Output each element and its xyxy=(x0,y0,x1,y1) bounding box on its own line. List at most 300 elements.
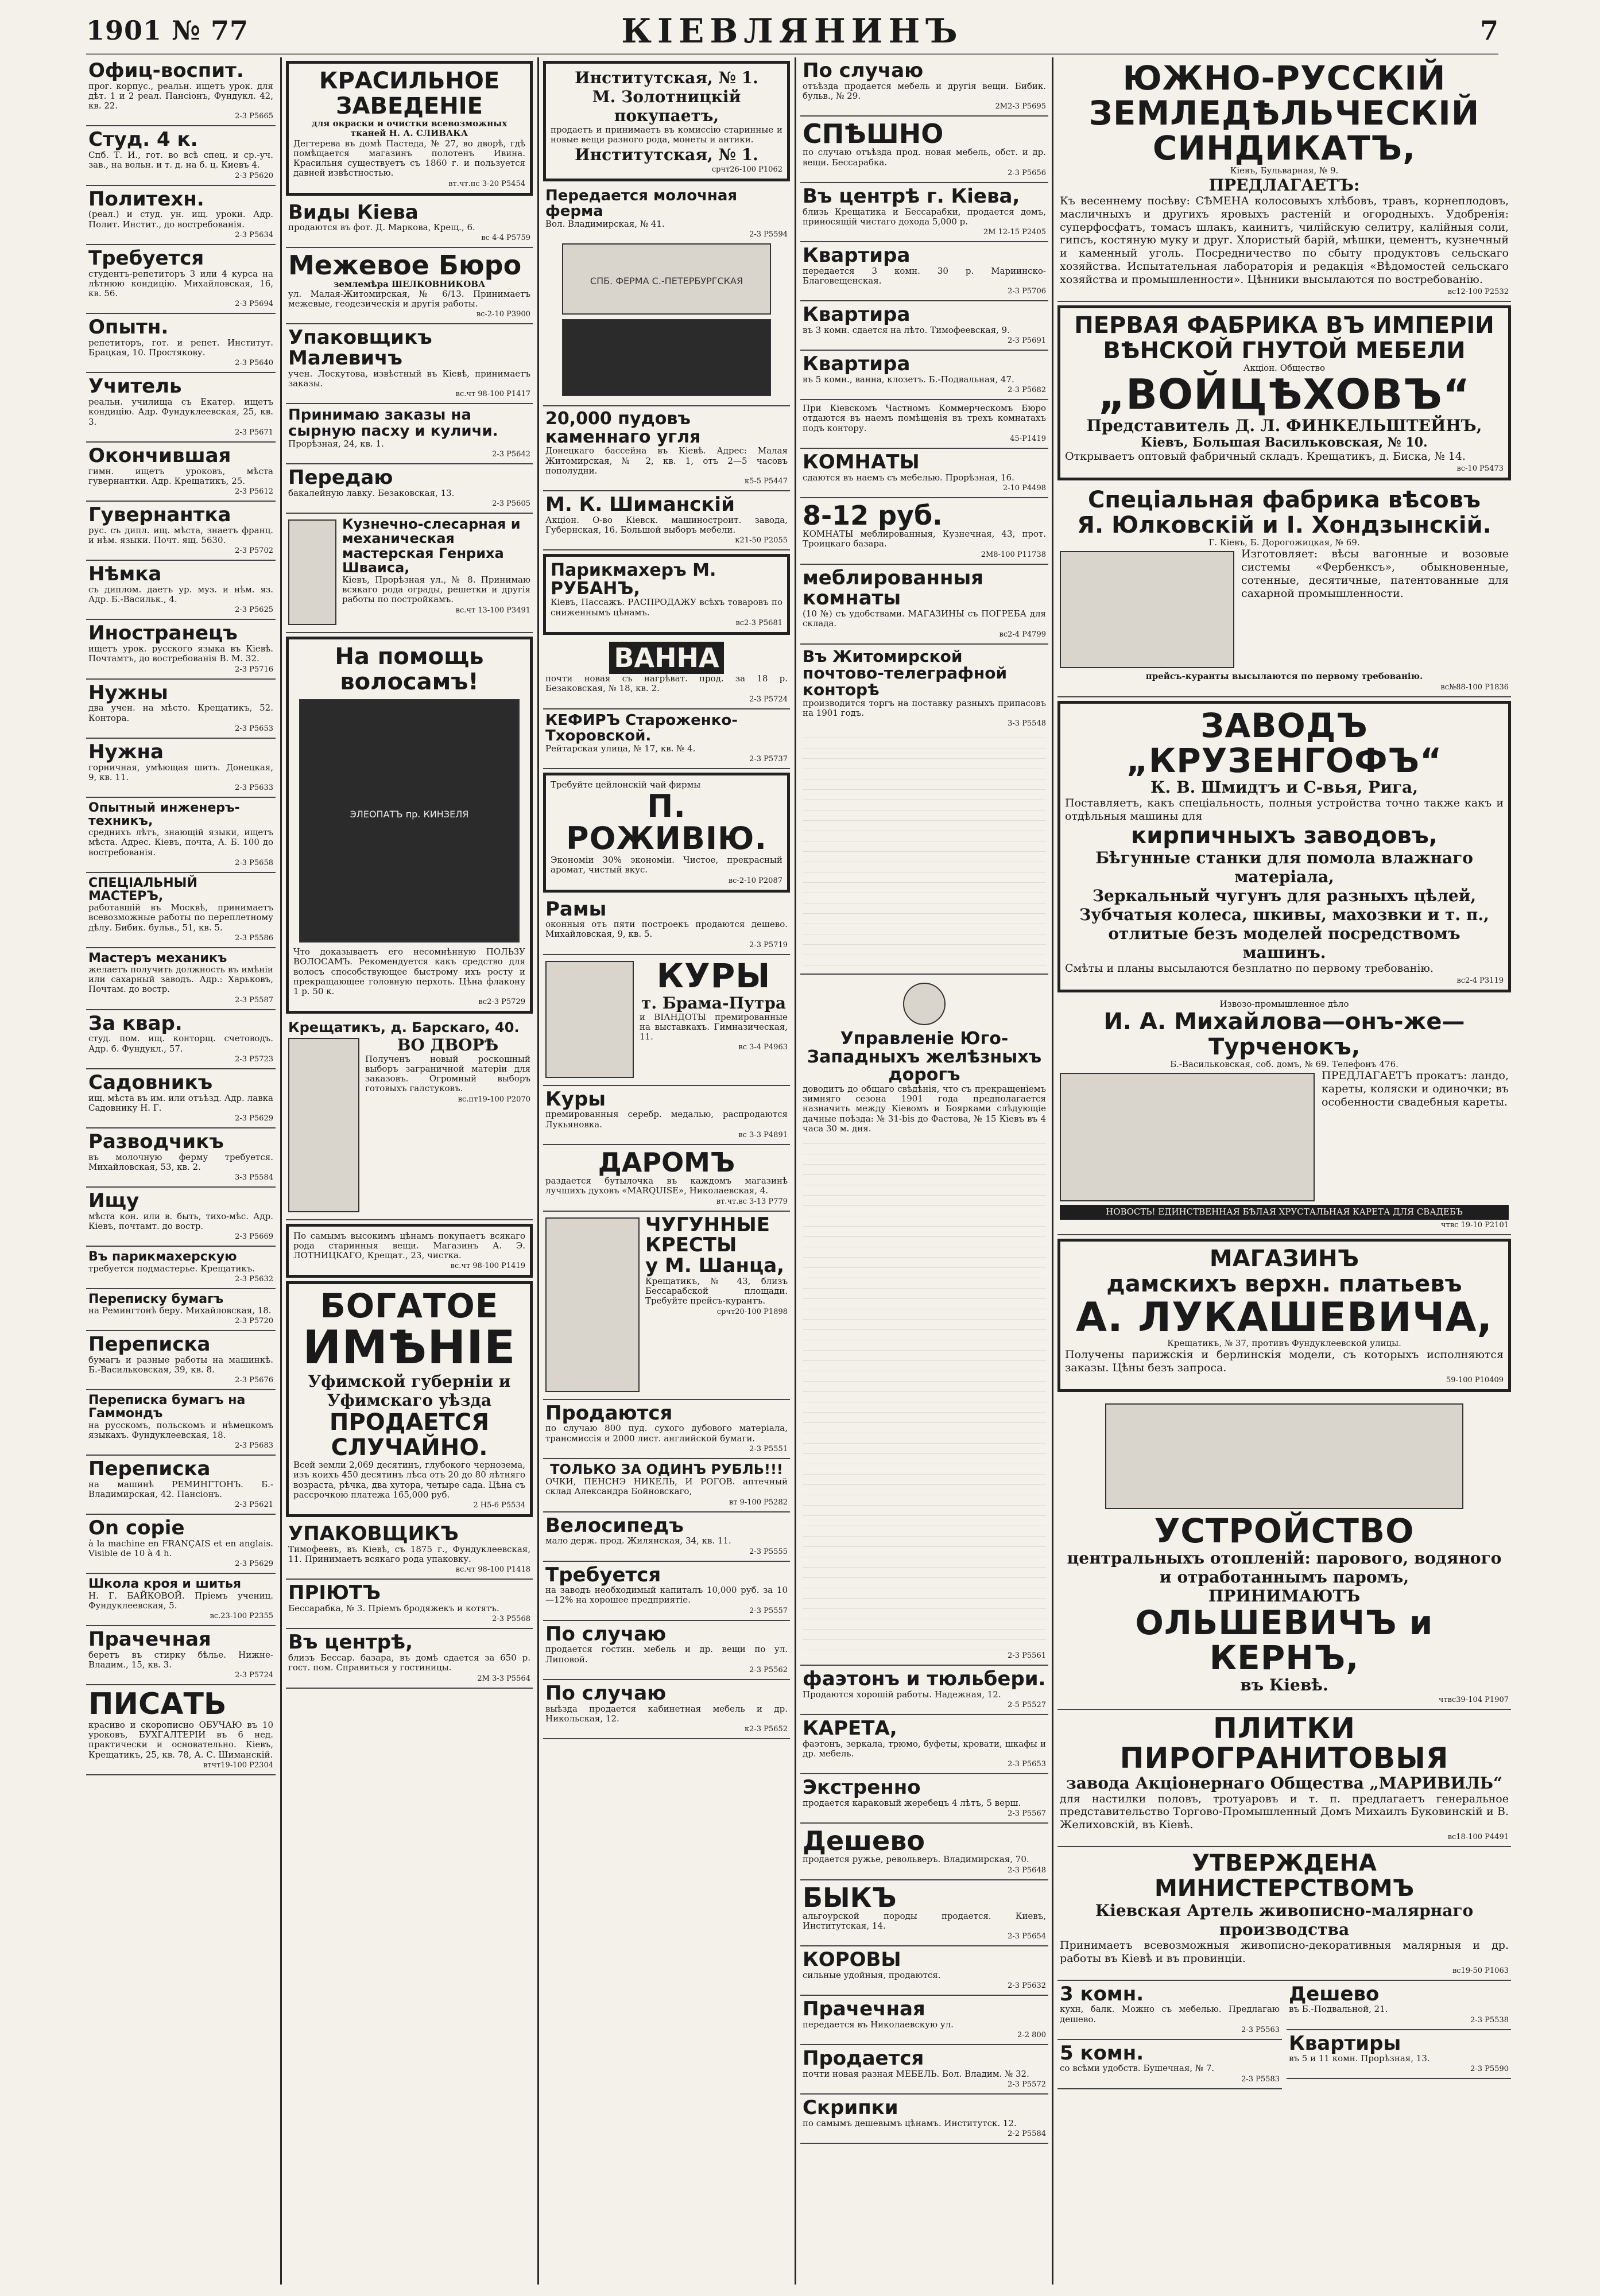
classified-ad xyxy=(86,680,276,739)
ad-text: среднихъ лѣтъ, знающій языки, ищетъ мѣста. Адрес. Кіевъ, почта, А. Б. 100 до востребованія. xyxy=(88,827,273,858)
ad-headline: Продаются xyxy=(545,1401,673,1425)
ad-text: репетиторъ, гот. и репет. Институт. Брацкая, 10. Простякову. xyxy=(88,337,273,358)
classified-ad xyxy=(86,443,276,502)
ad-cheap xyxy=(800,1824,1048,1880)
ad-text: передается 3 комн. 30 р. Мариинско-Благовещенская. xyxy=(803,265,1046,286)
ad-moving xyxy=(800,57,1048,117)
ad-code: 2-2 800 xyxy=(1017,2031,1046,2040)
ad-code: 2-3 P5567 xyxy=(1008,1809,1046,1818)
classified-ad xyxy=(86,1188,276,1247)
ad-text: беретъ въ стирку бѣлье. Нижне-Владим., 15, кв. 3. xyxy=(88,1649,273,1670)
ad-headline: ЮЖНО-РУССКІЙ xyxy=(1122,59,1446,98)
ad-headline: Рамы xyxy=(545,897,607,921)
ad-lukashevich xyxy=(1057,1239,1511,1392)
ad-footer: Смѣты и планы высылаются безплатно по первому требованію. xyxy=(1065,962,1434,975)
small-ads-left xyxy=(1057,1981,1282,2089)
ad-shelter xyxy=(286,1580,533,1629)
ad-address: Кіевъ, Бульварная, № 9. xyxy=(1230,165,1339,176)
ad-code: 2М 12-15 P2405 xyxy=(983,228,1046,237)
small-ads-right xyxy=(1287,1981,1511,2089)
ad-text: передается въ Николаевскую ул. xyxy=(803,2019,954,2030)
ad-code: вс 4-4 P5759 xyxy=(481,234,530,243)
ad-headline: ВАННА xyxy=(609,642,723,674)
ad-headline: Институтская, № 1. xyxy=(575,68,758,87)
ad-text: бакалейную лавку. Безаковская, 13. xyxy=(288,487,455,498)
ad-text: учен. Лоскутова, извѣстный въ Кіевѣ, принимаетъ заказы. xyxy=(288,368,530,389)
ad-code: вс-10 P5473 xyxy=(1456,464,1504,474)
tower-illustration xyxy=(288,519,336,625)
ad-code: 2-3 P5676 xyxy=(235,1376,273,1385)
ad-code: вт.чт.пс 3-20 P5454 xyxy=(448,179,525,188)
ad-headline: Требуется xyxy=(545,1563,661,1587)
ad-headline: ПЛИТКИ ПИРОГРАНИТОВЫЯ xyxy=(1119,1711,1449,1775)
ad-text: почти новая разная МЕБЕЛЬ. Бол. Владим. № 32. xyxy=(803,2068,1029,2079)
column-3 xyxy=(543,57,790,2285)
ad-iron-crosses xyxy=(543,1212,790,1400)
ad-text: Крещатикъ, № 43, близъ Бессарабской площади. Требуйте прейсъ-курантъ. xyxy=(645,1275,788,1306)
product-list-item: Бѣгунные станки для помола влажнаго матеріала, xyxy=(1095,848,1473,887)
ad-code: 2-3 P5632 xyxy=(235,1274,273,1283)
ad-code: 2 Н5-6 P5534 xyxy=(473,1501,525,1510)
classified-ad xyxy=(86,1331,276,1390)
classified-ad xyxy=(86,1390,276,1456)
ad-text: Кіевъ, Пассажъ. РАСПРОДАЖУ всѣхъ товаровъ по сниженнымъ цѣнамъ. xyxy=(551,597,782,618)
ad-headline: Политехн. xyxy=(88,187,204,211)
ad-headline: ПИСАТЬ xyxy=(88,1687,227,1722)
ad-code: чтвс39-104 P1907 xyxy=(1438,1695,1509,1704)
ad-subheadline: центральныхъ отопленій: парового, водяного и отработаннымъ паромъ, xyxy=(1067,1548,1502,1587)
column-4 xyxy=(800,57,1048,2285)
ad-headline: БЫКЪ xyxy=(803,1882,897,1913)
ad-dye-works xyxy=(286,61,533,196)
ad-bicycle xyxy=(543,1512,790,1562)
ad-text: въ Б.-Подвальной, 21. xyxy=(1289,2004,1388,2015)
ad-headline: Прачечная xyxy=(88,1628,211,1651)
ad-headline: Переписку бумагъ xyxy=(88,1292,224,1306)
ad-text: Къ весеннему посѣву: СѢМЕНА колосовыхъ хлѣбовъ, травъ, корнеплодовъ, масличныхъ и другихъ яровыхъ растеній и огородныхъ. Удобренія: суперфосфатъ, томасъ шлакъ, каинитъ, чилійскую селитру, калійныя соли, гипсъ, костяную муку и друг. Хлористый барій, мѣшки, цементъ, кузнечный и каменный уголь. Посредничество по сбыту продуктовъ сельскаго хозяйства. Испытательная лабораторія и редакція «Вѣдомостей сельскаго хозяйства и промышленности». Цѣнники высылаются по востребованію. xyxy=(1060,194,1509,286)
ad-text: гимн. ищетъ уроковъ, мѣста гувернантки. Адр. Крещатикъ, 25. xyxy=(88,466,273,486)
ad-text: бумагъ и разные работы на машинкѣ. Б.-Васильковская, 39, кв. 8. xyxy=(88,1354,273,1375)
ad-headline: По случаю xyxy=(803,59,924,82)
ad-code: 2-3 P5737 xyxy=(749,755,788,764)
classified-ad xyxy=(86,126,276,185)
ad-headline: За квар. xyxy=(88,1011,183,1035)
ad-city: въ Кіевѣ. xyxy=(1240,1675,1328,1694)
classified-ad xyxy=(86,186,276,245)
classified-ad xyxy=(86,873,276,948)
ad-barber xyxy=(543,554,790,635)
ad-code: вс 3-3 P4891 xyxy=(738,1130,788,1139)
ad-cows xyxy=(800,1946,1048,1996)
ad-headline: УСТРОЙСТВО xyxy=(1154,1511,1415,1550)
ad-tiles xyxy=(1057,1710,1511,1847)
ad-text: реальн. училища съ Екатер. ищетъ кондицію. Адр. Фундуклеевская, 25, кв. 3. xyxy=(88,397,273,427)
ad-subheadline: завода Акціонернаго Общества „МАРИВИЛЬ“ xyxy=(1066,1773,1503,1793)
ad-text: альгоурской породы продается. Киевъ, Институтская, 14. xyxy=(803,1910,1046,1932)
ad-footer: Институтская, № 1. xyxy=(575,145,758,164)
ad-headline: Въ центрѣ, xyxy=(288,1631,413,1654)
ad-sale xyxy=(543,1400,790,1459)
ad-coal xyxy=(543,406,790,491)
ad-headline: Скрипки xyxy=(803,2096,898,2120)
ad-headline: Въ центрѣ г. Кіева, xyxy=(803,184,1020,208)
ad-text: на русскомъ, польскомъ и нѣмецкомъ языкахъ. Фундуклеевская, 18. xyxy=(88,1420,273,1440)
ad-code: 2-3 P5563 xyxy=(1241,2025,1280,2034)
ad-code: 3-3 P5584 xyxy=(235,1173,273,1182)
ad-text: рус. съ дипл. ищ. мѣста, знаетъ франц. и нѣм. языки. Почт. ящ. 5630. xyxy=(88,525,273,545)
ad-headline: Переписка бумагъ на Гаммондъ xyxy=(88,1393,246,1421)
ad-rooms xyxy=(800,449,1048,498)
ad-hair-tonic xyxy=(286,637,533,1014)
ad-text: Продаются хорошій работы. Надежная, 12. xyxy=(803,1689,1001,1700)
ad-headline: По случаю xyxy=(545,1622,667,1646)
ad-headline: ПРІЮТЪ xyxy=(288,1581,381,1605)
classified-ad xyxy=(86,1685,276,1775)
ad-paskha xyxy=(286,404,533,464)
ad-kefir xyxy=(543,709,790,770)
ad-headline: Квартира xyxy=(803,352,911,376)
ad-code: 2-3 P5621 xyxy=(235,1500,273,1510)
ad-code: 2-3 P5682 xyxy=(1008,386,1046,395)
ad-headline: Въ парикмахерскую xyxy=(88,1250,237,1265)
ad-headline: Иностранецъ xyxy=(88,622,238,645)
classified-ad xyxy=(86,1574,276,1626)
ad-headline: меблированныя комнаты xyxy=(803,566,984,610)
eagle-emblem-illustration xyxy=(903,983,946,1025)
ad-headline: КОМНАТЫ xyxy=(803,450,920,474)
ad-text: по случаю отъѣзда прод. новая мебель, обст. и др. вещи. Бессарабка. xyxy=(803,147,1046,168)
ad-subheadline: Акціон. Общество xyxy=(1243,362,1326,373)
ad-address: Б.-Васильковская, соб. домъ, № 69. Телефонъ 476. xyxy=(1170,1059,1398,1070)
ad-headline: Студ. 4 к. xyxy=(88,128,198,152)
ad-subheadline: М. Золотницкій покупаетъ, xyxy=(592,87,741,125)
ad-scales xyxy=(1057,484,1511,697)
ad-code: вс2-3 P5729 xyxy=(478,998,525,1007)
ad-text: Н. Г. БАЙКОВОЙ. Пріемъ учениц. Фундуклеевская, 5. xyxy=(88,1590,273,1611)
ad-text: на машинѣ РЕМИНГТОНЪ. Б.-Владимирская, 42. Пансіонъ. xyxy=(88,1479,273,1499)
ad-zhitomir xyxy=(800,645,1048,975)
ad-headline: Нужны xyxy=(88,681,168,704)
classified-ad xyxy=(86,1456,276,1515)
ad-code: 2М 3-3 P5564 xyxy=(477,1674,530,1683)
ad-code: 2-3 P5653 xyxy=(235,724,273,733)
ad-text: производится торгъ на поставку разныхъ припасовъ на 1901 годъ. xyxy=(803,697,1046,719)
ad-code: 3-3 P5548 xyxy=(1008,719,1046,728)
ad-headline: Куры xyxy=(545,1087,606,1111)
ad-text: работавшій въ Москвѣ, принимаетъ всевозможные работы по переплетному дѣлу. Бибик. бульв., 51, кв. 5. xyxy=(88,902,273,933)
ad-code: 2-3 P5683 xyxy=(235,1441,273,1450)
ad-tea xyxy=(543,773,790,892)
ad-flats xyxy=(1287,2030,1511,2080)
ad-headline: Гувернантка xyxy=(88,503,231,527)
classified-ad xyxy=(86,1247,276,1289)
ad-subheadline: для окраски и очистки всевозможных тканей Н. А. СЛИВАКА xyxy=(311,118,507,139)
ad-headline: На помощь волосамъ! xyxy=(335,643,484,696)
company-brand: А. ЛУКАШЕВИЧА, xyxy=(1075,1293,1493,1341)
ad-5-rooms xyxy=(1057,2040,1282,2089)
ad-text: на заводъ необходимый капиталъ 10,000 руб. за 10—12% на хорошее предприятіе. xyxy=(545,1585,788,1605)
ad-cheap-2 xyxy=(1287,1981,1511,2030)
ad-text: Бессарабка, № 3. Пріемъ бродяжекъ и котятъ. xyxy=(288,1603,499,1614)
ad-text: Что доказываетъ его несомнѣнную ПОЛЬЗУ ВОЛОСАМЪ. Рекомендуется какъ средство для волосъ способствующее быстрому ихъ росту и прекращающее головную перхоть. Цѣна флакону 1 р. 50 к. xyxy=(293,947,525,997)
ad-house-centre xyxy=(800,183,1048,242)
ad-occasion xyxy=(543,1621,790,1680)
ad-violins xyxy=(800,2095,1048,2144)
ad-headline: Управленіе Юго-Западныхъ желѣзныхъ дорогъ xyxy=(807,1029,1042,1085)
ad-text: Прорѣзная, 24, кв. 1. xyxy=(288,438,384,449)
milk-bottle-illustration xyxy=(562,243,771,315)
ad-subheadline: т. Брама-Путра xyxy=(641,993,786,1013)
ad-code: 2-3 P5620 xyxy=(235,171,273,180)
ad-code: вс.чт 98-100 P1419 xyxy=(450,1262,525,1271)
ad-code: 2-3 P5583 xyxy=(1241,2074,1280,2084)
classified-ad xyxy=(86,314,276,373)
ad-subheadline: К. В. Шмидтъ и С-вья, Рига, xyxy=(1150,778,1418,797)
ad-headline: ПРОДАЕТСЯ СЛУЧАЙНО. xyxy=(329,1409,490,1461)
classified-ad xyxy=(86,1626,276,1685)
ad-text: à la machine en FRANÇAIS et en anglais. Visible de 10 à 4 h. xyxy=(88,1538,273,1559)
ad-code: 2-3 P5653 xyxy=(1008,1760,1046,1769)
ad-headline: 5 комн. xyxy=(1060,2041,1144,2065)
ad-headline: М. К. Шиманскій xyxy=(545,493,735,517)
ad-code: вс.пт19-100 P2070 xyxy=(458,1095,530,1104)
ad-3-rooms xyxy=(1057,1981,1282,2040)
ad-text: доводитъ до общаго свѣдѣнія, что съ прекращеніемъ зимняго сезона 1901 года предполагается назначить между Кіевомъ и Боярками слѣдующіе дачные поѣзда: № 31-bis до Фастова, № 15 Кіевъ въ 4 часа 30 м. дня. xyxy=(803,1083,1046,1134)
ad-headline: ДАРОМЪ xyxy=(598,1146,735,1178)
ad-code: 2-3 P5669 xyxy=(235,1232,273,1242)
ad-text: со всѣми удобств. Бушечная, № 7. xyxy=(1060,2063,1215,2074)
ad-code: 2-3 P5562 xyxy=(749,1665,788,1674)
ad-flat-2 xyxy=(800,301,1048,351)
ad-text: Изготовляет: вѣсы вагонные и возовые системы «Фербенксъ», обыкновенные, сотенные, десятичные, патентованные для сахарной промышленности. xyxy=(1241,548,1509,600)
ad-code: 2-3 P5671 xyxy=(235,428,273,437)
ad-subheadline: у М. Шанца, xyxy=(645,1254,785,1278)
hen-illustration xyxy=(545,961,634,1078)
ad-centre xyxy=(286,1629,533,1688)
ad-code: вс2-3 P5681 xyxy=(735,618,782,627)
ad-headline: Квартира xyxy=(803,303,911,327)
ad-code: вс-2-10 P2087 xyxy=(728,876,782,885)
ad-code: 2-3 P5691 xyxy=(1008,336,1046,346)
ad-estate xyxy=(286,1281,533,1517)
ad-headline: ЧУГУННЫЕ КРЕСТЫ xyxy=(645,1213,770,1257)
ad-text: По самымъ высокимъ цѣнамъ покупаетъ всякаго рода старинныя вещи. Магазинъ А. Э. ЛОТНИЦКАГО, Крещат., 23, чистка. xyxy=(293,1230,525,1261)
ad-headline: КЕФИРЪ Староженко-Тхоровской. xyxy=(545,711,738,744)
newspaper-title: КІЕВЛЯНИНЪ xyxy=(621,11,963,51)
ad-code: вс№88-100 P1836 xyxy=(1440,682,1509,692)
ad-text: ОЧКИ, ПЕНСНЭ НИКЕЛЬ, И РОГОВ. аптечный склад Александра Бойновскаго, xyxy=(545,1476,788,1497)
ad-text: Всей земли 2,069 десятинъ, глубокого чернозема, изъ коихъ 450 десятинъ лѣса отъ 20 до 80 лѣтняго возраста, рѣчка, два хутора, четыре сада. Цѣна съ рассрочкою платежа 165,000 руб. xyxy=(293,1460,525,1500)
product-list-item: отлитые безъ моделей посредствомъ машинъ. xyxy=(1108,924,1460,963)
ad-headline: Крещатикъ, д. Барскаго, 40. xyxy=(288,1019,520,1036)
ad-text: продается караковый жеребецъ 4 лѣтъ, 5 верш. xyxy=(803,1797,1021,1808)
ad-text: продаетъ и принимаетъ въ комиссію старинные и новые вещи разного рода, монеты и антики. xyxy=(551,125,782,145)
ad-text: кухн, балк. Можно съ мебелью. Предлагаю дешево. xyxy=(1060,2004,1280,2024)
ad-text: оконныя отъ пяти построекъ продаются дешево. Михайловская, 9, кв. 5. xyxy=(545,919,788,940)
ad-code: 2-3 P5648 xyxy=(1008,1865,1046,1875)
ad-subheadline: Уфимской губерніи и Уфимскаго уѣзда xyxy=(308,1372,511,1410)
ad-phaeton xyxy=(800,1666,1048,1715)
ad-headline: Продается xyxy=(803,2047,924,2070)
dense-text-block xyxy=(803,728,1046,969)
ad-text: Экономіи 30% экономіи. Чистое, прекрасный аромат, чистый вкус. xyxy=(551,855,782,875)
ad-text: ул. Малая-Житомирская, № 6/13. Принимаетъ межевые, геодезическія и другія работы. xyxy=(288,288,530,309)
ad-headline: Экстренно xyxy=(803,1776,921,1799)
ad-footer: прейсъ-куранты высылаются по первому требованію. xyxy=(1145,671,1423,682)
ad-one-ruble xyxy=(543,1459,790,1512)
ad-code: 2-3 P5605 xyxy=(492,499,530,509)
scale-illustration xyxy=(1060,551,1234,668)
ad-lotnitsky xyxy=(286,1224,533,1278)
ad-code: 2-3 P5640 xyxy=(235,359,273,368)
ad-code: вт 9-100 P5282 xyxy=(729,1498,788,1507)
column-rule xyxy=(1052,57,1053,2285)
ad-occasion-2 xyxy=(543,1680,790,1739)
ad-railway xyxy=(800,975,1048,1666)
ad-subheadline: ПРИНИМАЮТЪ xyxy=(1208,1586,1361,1605)
ad-code: 2-3 P5587 xyxy=(235,995,273,1004)
ad-code: втчт19-100 P2304 xyxy=(203,1760,273,1770)
ad-code: вс.чт 98-100 P1417 xyxy=(455,390,530,399)
ad-code: к2-3 P5652 xyxy=(744,1725,788,1734)
ad-headline: Опытн. xyxy=(88,316,169,339)
ad-headline: КРАСИЛЬНОЕ ЗАВЕДЕНІЕ xyxy=(319,68,500,119)
ad-code: срчт20-100 P1898 xyxy=(716,1307,788,1316)
ad-text: Донецкаго бассейна въ Кіевѣ. Адрес: Малая Житомирская, № 2, кв. 1, отъ 2—5 часовъ пополудни. xyxy=(545,445,788,476)
ad-code: 2-3 P5723 xyxy=(235,1054,273,1064)
ad-headline: ПЕРВАЯ ФАБРИКА ВЪ ИМПЕРІИ xyxy=(1074,312,1494,339)
small-ads-row xyxy=(1057,1981,1511,2089)
ad-text: продаются въ фот. Д. Маркова, Крещ., 6. xyxy=(288,222,475,233)
ad-headline: МАГАЗИНЪ xyxy=(1209,1245,1359,1272)
classified-ad xyxy=(86,1289,276,1331)
ad-headline: 3 комн. xyxy=(1060,1982,1144,2006)
tea-brand: П. РОЖИВІЮ. xyxy=(566,788,767,857)
ad-code: вс19-50 P1063 xyxy=(1452,1966,1509,1975)
ad-headline: По случаю xyxy=(545,1681,667,1705)
ad-headline: Садовникъ xyxy=(88,1071,213,1094)
ad-headline: Передается молочная ферма xyxy=(545,187,738,220)
radiator-illustration xyxy=(1105,1403,1463,1509)
ad-code: 2-3 P5654 xyxy=(1008,1932,1046,1941)
classified-ad xyxy=(86,948,276,1010)
ad-text: Кіевъ, Прорѣзная ул., № 8. Принимаю всякаго рода ограды, решетки и другія работы по постройкамъ. xyxy=(342,574,530,605)
ad-rooms-price xyxy=(800,498,1048,565)
ad-headline: Передаю xyxy=(288,466,393,490)
bottle-illustration xyxy=(288,1038,359,1212)
ad-headline: Виды Кіева xyxy=(288,200,419,224)
ad-views xyxy=(286,199,533,249)
dense-text-block xyxy=(803,1134,1046,1650)
ad-code: 59-100 P10409 xyxy=(1446,1375,1504,1384)
ad-headline: КОРОВЫ xyxy=(803,1948,901,1972)
ad-syndicate xyxy=(1057,57,1511,302)
ad-urgent xyxy=(800,1774,1048,1824)
ad-code: 2-3 P5642 xyxy=(492,450,530,459)
ad-headline: Дешево xyxy=(1289,1982,1380,2006)
ad-address: Г. Кіевъ, Б. Дорогожицкая, № 69. xyxy=(1208,537,1360,548)
ad-headline: СПЕЦІАЛЬНЫЙ МАСТЕРЪ, xyxy=(88,875,197,904)
ad-carriage xyxy=(800,1715,1048,1774)
ad-text: Акціон. О-во Кіевск. машиностроит. завода, Губернская, 16. Большой выборъ мебели. xyxy=(545,514,788,536)
classified-ad xyxy=(86,1515,276,1574)
ad-headline: ВѢНСКОЙ ГНУТОЙ МЕБЕЛИ xyxy=(1103,337,1466,364)
ad-packer xyxy=(286,324,533,404)
column-2 xyxy=(286,57,533,2285)
ad-code: к5-5 P5447 xyxy=(744,477,788,486)
ad-code: 2-3 P5719 xyxy=(749,940,788,949)
ad-code: чтвс 19-10 P2101 xyxy=(1441,1220,1509,1230)
ad-text: раздается бутылочка въ каждомъ магазинѣ лучшихъ духовъ «MARQUISE», Николаевская, 4. xyxy=(545,1176,788,1196)
ad-code: 2-3 P5612 xyxy=(235,487,273,497)
ad-headline: кирпичныхъ заводовъ, xyxy=(1131,823,1438,850)
company-brand: ОЛЬШЕВИЧЪ и КЕРНЪ, xyxy=(1135,1603,1434,1677)
ad-code: 2-5 P5527 xyxy=(1008,1700,1046,1709)
ad-headline: КАРЕТА, xyxy=(803,1716,897,1740)
ad-text: студентъ-репетиторъ 3 или 4 курса на лѣтнюю кондицію. Михайловская, 16, кв. 56. xyxy=(88,268,273,298)
ad-address: Кіевъ, Большая Васильковская, № 10. xyxy=(1141,435,1428,451)
ad-subheadline: Кіевская Артель живописно-малярнаго производства xyxy=(1095,1901,1474,1939)
ad-text: При Кіевскомъ Частномъ Коммерческомъ Бюро отдаются въ наемъ помѣщенія въ трехъ комнатахъ подъ контору. xyxy=(803,403,1046,433)
ad-headline: Упаковщикъ Малевичъ xyxy=(288,326,432,370)
ad-code: 2-3 P5665 xyxy=(235,112,273,121)
ad-text: премированныя серебр. медалью, распродаются Лукьяновка. xyxy=(545,1109,788,1130)
ad-headline: И. А. Михайлова—онъ-же—Турченокъ, xyxy=(1103,1009,1465,1061)
ad-code: 2-3 P5702 xyxy=(235,546,273,556)
ad-code: 2-3 P5720 xyxy=(235,1317,273,1326)
cross-illustration xyxy=(545,1217,640,1392)
ad-headline: Велосипедъ xyxy=(545,1514,684,1537)
ad-code: вс18-100 P4491 xyxy=(1447,1832,1509,1841)
product-list-item: Зеркальный чугунъ для разныхъ цѣлей, xyxy=(1092,886,1477,906)
column-rule xyxy=(537,57,539,2285)
page-number: 7 xyxy=(1479,15,1498,46)
ad-text: Тимофеевъ, въ Кіевѣ, съ 1875 г., Фундуклеевская, 11. Принимаетъ всякаго рода упаковку. xyxy=(288,1543,530,1565)
ad-text: КОМНАТЫ меблированныя, Кузнечная, 43, прот. Троицкаго базара. xyxy=(803,529,1046,549)
ad-subheadline: землемѣра ШЕЛКОВНИКОВА xyxy=(333,278,486,289)
ad-representative: Представитель Д. Л. ФИНКЕЛЬШТЕЙНЪ, xyxy=(1086,416,1482,436)
ad-text: Полученъ новый роскошный выборъ заграничной матеріи для заказовъ. Огромный выборъ готовыхъ галстуковъ. xyxy=(365,1053,530,1094)
ad-code: 2-3 P5557 xyxy=(749,1606,788,1615)
ad-code: 2-3 P5706 xyxy=(1008,287,1046,296)
bottle-label: СПБ. ФЕРМА С.-ПЕТЕРБУРГСКАЯ xyxy=(590,276,743,287)
column-1 xyxy=(86,57,276,2285)
ad-text: ПРЕДЛАГАЕТЪ прокатъ: ландо, кареты, коляски и одиночки; въ особенности свадебныя кареты. xyxy=(1322,1069,1509,1108)
ad-text: и ВІАНДОТЫ премированные на выставкахъ. Гимназическая, 11. xyxy=(640,1011,788,1042)
ad-text: въ молочную ферму требуется. Михайловская, 53, кв. 2. xyxy=(88,1151,273,1173)
ad-code: 2-3 P5590 xyxy=(1470,2065,1509,2074)
ad-code: вс.чт 98-100 P1418 xyxy=(455,1565,530,1574)
ad-code: 2-3 P5555 xyxy=(749,1547,788,1556)
ad-text: горничная, умѣющая шить. Донецкая, 9, кв. 11. xyxy=(88,762,273,782)
ad-text: въ 3 комн. сдается на лѣто. Тимофеевская, 9. xyxy=(803,325,1010,336)
ad-headline: Офиц-воспит. xyxy=(88,59,244,82)
ad-headline: Спеціальная фабрика вѣсовъ xyxy=(1088,487,1481,514)
ad-code: 2-3 P5629 xyxy=(235,1560,273,1569)
ad-text: фаэтонъ, зеркала, трюмо, буфеты, кровати, шкафы и др. мебель. xyxy=(803,1738,1046,1759)
ad-headline: Квартиры xyxy=(1289,2031,1401,2055)
ad-text: требуется подмастерье. Крещатикъ. xyxy=(88,1263,255,1274)
ad-text: продается гостин. мебель и др. вещи по ул. Липовой. xyxy=(545,1644,788,1665)
ad-text: по самымъ дешевымъ цѣнамъ. Институтск. 12. xyxy=(803,2117,1017,2128)
ad-kicker: Извозо-промышленное дѣло xyxy=(1219,998,1349,1009)
ad-headline: Межевое Бюро xyxy=(288,250,522,281)
ad-text: почти новая съ нагрѣват. прод. за 18 р. Безаковская, № 18, кв. 2. xyxy=(545,673,788,694)
ad-headline: Ищу xyxy=(88,1189,140,1213)
ad-hens-2 xyxy=(543,1086,790,1145)
ad-institutska xyxy=(543,61,790,181)
ad-headline: Окончившая xyxy=(88,444,231,467)
